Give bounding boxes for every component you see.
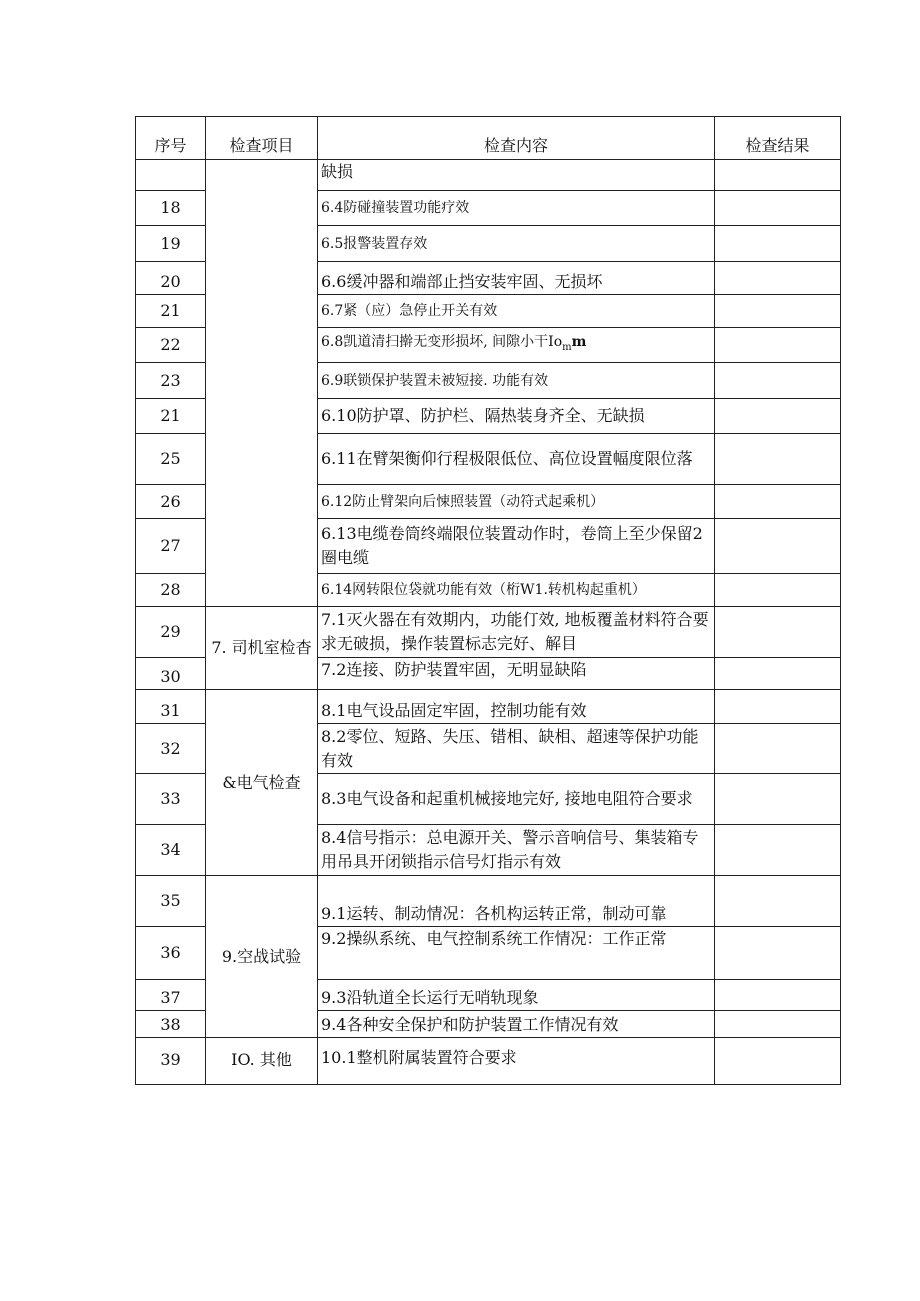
row-result — [715, 607, 841, 658]
table-row — [136, 1038, 841, 1085]
row-content — [318, 328, 715, 363]
row-content: 10.1整机附属装置符合要求 — [318, 1038, 715, 1085]
row-result — [715, 328, 841, 363]
row-content: 6.7紧（应）急停止开关有效 — [318, 295, 715, 328]
item-cell-empty — [206, 160, 318, 607]
row-content: 6.5报警装置存效 — [318, 226, 715, 262]
row-content: 9.3沿轨道全长运行无哨轨现象 — [318, 980, 715, 1011]
group-electrical-inspection: &电气检查 — [206, 690, 318, 876]
row-content: 6.9联锁保护装置未被短接. 功能有效 — [318, 363, 715, 399]
row-no: 31 — [136, 690, 206, 724]
row-result — [715, 363, 841, 399]
row-result — [715, 825, 841, 876]
row-result — [715, 160, 841, 191]
row-result — [715, 434, 841, 485]
row-content-main: 6.8凯道清扫擀无变形损坏, 间隙小干Io — [321, 334, 563, 351]
group-cab-inspection: 7. 司机室检杳 — [206, 607, 318, 690]
row-result — [715, 774, 841, 825]
row-no: 36 — [136, 927, 206, 980]
row-content: 7.2连接、防护装置牢固，无明显缺陷 — [318, 658, 715, 690]
row-no: 32 — [136, 724, 206, 774]
row-content: 9.4各种安全保护和防护装置工作情况有效 — [318, 1011, 715, 1038]
row-result — [715, 658, 841, 690]
row-no: 21 — [136, 399, 206, 434]
row-content: 9.2操纵系统、电气控制系统工作情况：工作正常 — [318, 927, 715, 980]
row-result — [715, 519, 841, 574]
row-content: 7.1灭火器在有效期内，功能仃效, 地板覆盖材料符合要求无破损，操作装置标志完好、解目 — [318, 607, 715, 658]
row-result — [715, 295, 841, 328]
row-no: 29 — [136, 607, 206, 658]
inspection-table — [135, 116, 841, 1085]
row-content: 9.1运转、制动情况：各机构运转正常，制动可靠 — [318, 876, 715, 927]
row-result — [715, 1038, 841, 1085]
row-no: 35 — [136, 876, 206, 927]
table-row — [136, 690, 841, 724]
row-content-sub: m — [562, 341, 572, 353]
row-no: 23 — [136, 363, 206, 399]
row-content: 8.1电气设品固定牢固，控制功能有效 — [318, 690, 715, 724]
header-no: 序号 — [136, 117, 206, 160]
row-no: 26 — [136, 485, 206, 519]
row-result — [715, 574, 841, 607]
table-row — [136, 876, 841, 927]
row-no: 30 — [136, 658, 206, 690]
row-result — [715, 485, 841, 519]
row-content: 6.11在臂架衡仰行程极限低位、高位设置幅度限位落 — [318, 434, 715, 485]
row-no: 28 — [136, 574, 206, 607]
row-content: 8.2零位、短路、失压、错相、缺相、超速等保护功能有效 — [318, 724, 715, 774]
row-content: 6.13电缆卷筒终端限位装置动作时，卷筒上至少保留2圈电缆 — [318, 519, 715, 574]
row-content: 6.10防护罩、防护栏、隔热装身齐全、无缺损 — [318, 399, 715, 434]
row-no: 22 — [136, 328, 206, 363]
row-result — [715, 191, 841, 226]
row-content: 6.14网转限位袋就功能有效（桁W1.转机构起重机） — [318, 574, 715, 607]
group-other: IO. 其他 — [206, 1038, 318, 1085]
header-content: 检查内容 — [318, 117, 715, 160]
group-empty-load-test: 9.空战试验 — [206, 876, 318, 1038]
row-result — [715, 262, 841, 295]
row-result — [715, 226, 841, 262]
row-no: 19 — [136, 226, 206, 262]
row-result — [715, 399, 841, 434]
row-no: 38 — [136, 1011, 206, 1038]
row-content: 8.4信号指示：总电源开关、警示音响信号、集装箱专用吊具开闭锁指示信号灯指示有效 — [318, 825, 715, 876]
row-result — [715, 690, 841, 724]
header-row — [136, 117, 841, 160]
row-no — [136, 160, 206, 191]
header-result: 检查结果 — [715, 117, 841, 160]
row-no: 20 — [136, 262, 206, 295]
row-result — [715, 980, 841, 1011]
row-content: 6.4防碰撞装置功能疗效 — [318, 191, 715, 226]
row-no: 39 — [136, 1038, 206, 1085]
row-content: 6.12防止臂架向后悚照装置（动符式起乘机） — [318, 485, 715, 519]
row-no: 37 — [136, 980, 206, 1011]
table-row — [136, 607, 841, 658]
row-no: 27 — [136, 519, 206, 574]
row-no: 25 — [136, 434, 206, 485]
row-content: 缺损 — [318, 160, 715, 191]
row-content: 6.6缓冲器和端部止挡安装牢固、无损坏 — [318, 262, 715, 295]
table-row — [136, 160, 841, 191]
row-result — [715, 927, 841, 980]
row-no: 34 — [136, 825, 206, 876]
row-no: 33 — [136, 774, 206, 825]
row-result — [715, 1011, 841, 1038]
row-no: 18 — [136, 191, 206, 226]
row-result — [715, 876, 841, 927]
row-content-tail: m — [571, 334, 587, 351]
row-result — [715, 724, 841, 774]
row-content: 8.3电气设备和起重机械接地完好, 接地电阻符合要求 — [318, 774, 715, 825]
row-no: 21 — [136, 295, 206, 328]
header-item: 检查项目 — [206, 117, 318, 160]
